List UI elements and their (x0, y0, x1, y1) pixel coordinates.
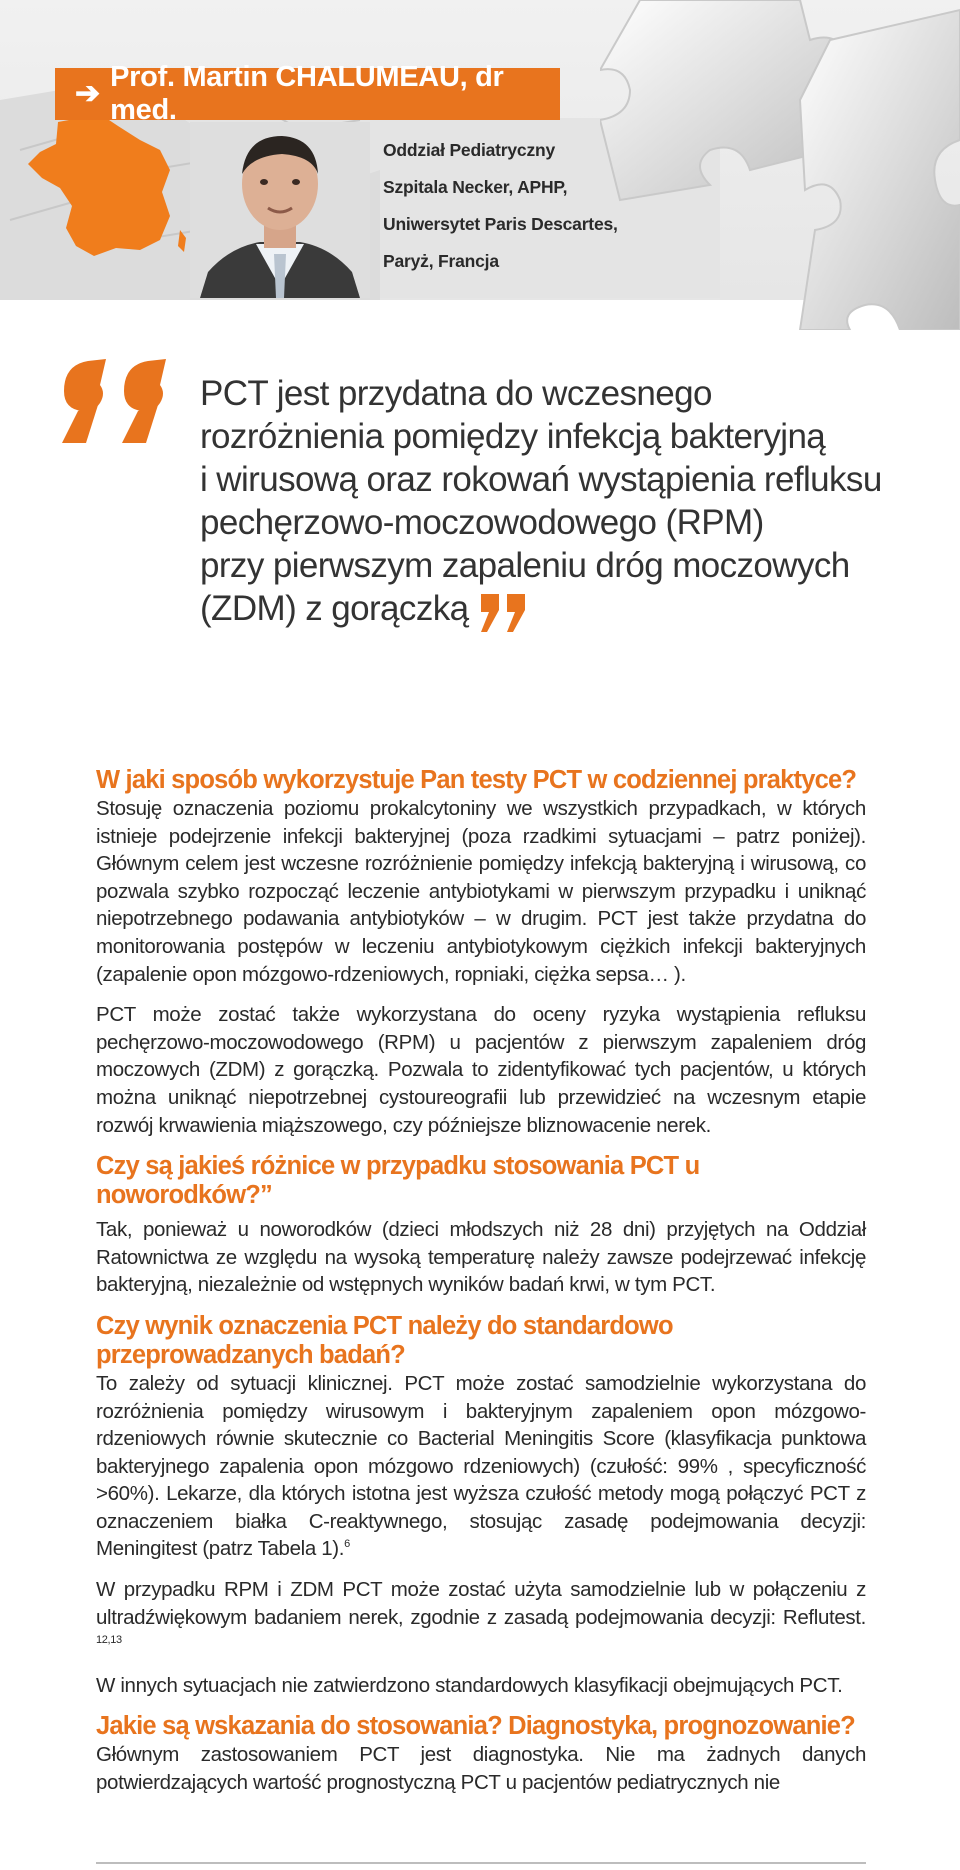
section-heading: Jakie są wskazania do stosowania? Diagnostyka, prognozowanie? (96, 1712, 855, 1741)
paragraph (96, 1576, 866, 1659)
quote-line: i wirusową oraz rokowań wystąpienia refluksu (200, 460, 882, 499)
paragraph: Tak, ponieważ u noworodków (dzieci młodszych niż 28 dni) przyjętych na Oddział Ratownictwa ze względu na wysoką temperaturę należy zawsze podejrzewać infekcję bakteryjną, niezależnie od wstępnych wyników badań krwi, w tym PCT. (96, 1218, 866, 1297)
section-heading: W jaki sposób wykorzystuje Pan testy PCT w codziennej praktyce? (96, 766, 857, 794)
paragraph (96, 1370, 866, 1563)
quote-line: przy pierwszym zapaleniu dróg moczowych (200, 546, 850, 585)
author-affiliation (383, 132, 683, 280)
quote-open-icon (60, 355, 180, 445)
reference-marker: 12,13 (96, 1634, 122, 1647)
reference-marker: 6 (344, 1538, 350, 1551)
author-name: Prof. Martin CHALUMEAU, dr med. (110, 61, 504, 126)
affiliation-line: Oddział Pediatryczny (383, 140, 556, 160)
affiliation-line: Szpitala Necker, APHP, (383, 177, 568, 197)
affiliation-line: Uniwersytet Paris Descartes, (383, 214, 618, 234)
quote-line: pechęrzowo-moczowodowego (RPM) (200, 503, 764, 542)
author-name-banner (55, 61, 560, 126)
section-heading: Czy wynik oznaczenia PCT należy do standardowo przeprowadzanych badań? (96, 1311, 673, 1369)
article-body (96, 766, 866, 1797)
quote-line: (ZDM) z gorączką (200, 589, 469, 628)
paragraph-text: W przypadku RPM i ZDM PCT może zostać użyta samodzielnie lub w połączeniu z ultradźwiękowym badaniem nerek, zgodnie z zasadą podejmowania decyzji: Reflutest. (96, 1578, 866, 1629)
pull-quote (200, 372, 920, 634)
paragraph: Głównym zastosowaniem PCT jest diagnostyka. Nie ma żadnych danych potwierdzających wartość prognostyczną PCT u pacjentów pediatrycznych nie (96, 1743, 866, 1795)
paragraph: PCT może zostać także wykorzystana do oceny ryzyka wystąpienia refluksu pechęrzowo-moczowodowego (RPM) u pacjentów z pierwszym zapaleniem dróg moczowych (ZDM) z gorączką. Pozwala to zidentyfikować tych pacjentów, u których można uniknąć niepotrzebnej cystoureografii lub przewidzieć na wczesnym etapie rozwój krwawienia miąższowego, czy późniejsze bliznowacenie nerek. (96, 1003, 866, 1137)
quote-line: rozróżnienia pomiędzy infekcją bakteryjną (200, 417, 826, 456)
quote-line: PCT jest przydatna do wczesnego (200, 374, 712, 413)
affiliation-line: Paryż, Francja (383, 251, 499, 271)
section-heading: Czy są jakieś różnice w przypadku stosowania PCT u noworodków?” (96, 1152, 700, 1210)
author-photo (190, 122, 370, 298)
footer-rule (96, 1862, 866, 1864)
quote-close-icon (477, 590, 535, 634)
paragraph: W innych sytuacjach nie zatwierdzono standardowych klasyfikacji obejmujących PCT. (96, 1673, 843, 1697)
arrow-right-icon: ➔ (75, 77, 101, 110)
paragraph: Stosuję oznaczenia poziomu prokalcytoniny we wszystkich przypadkach, w których istnieje podejrzenie infekcji bakteryjnej (poza rzadkimi sytuacjami – patrz poniżej). Głównym celem jest wczesne rozróżnienie pomiędzy infekcją bakteryjną i wirusową, co pozwala szybko rozpocząć leczenie antybiotykami w pierwszym przypadku i uniknąć niepotrzebnego podawania antybiotyków – w drugim. PCT jest także przydatna do monitorowania postępów w leczeniu antybiotykowym ciężkich infekcji bakteryjnych (zapalenie opon mózgowo-rdzeniowych, ropniaki, ciężka sepsa… ). (96, 797, 866, 986)
paragraph-text: To zależy od sytuacji klinicznej. PCT może zostać samodzielnie wykorzystana do rozróżnienia pomiędzy wirusowym i bakteryjnym zapaleniem opon mózgowo-rdzeniowych równie skutecznie co Bacterial Meningitis Score (klasyfikacja punktowa bakteryjnego zapalenia opon mózgowo rdzeniowych) (czułość: 99% , specyficzność >60%). Lekarze, dla których istotna jest wyższa czułość metody mogą połączyć PCT z oznaczeniem białka C-reaktywnego, stosując zasadę podejmowania decyzji: Meningitest (patrz Tabela 1). (96, 1371, 866, 1561)
